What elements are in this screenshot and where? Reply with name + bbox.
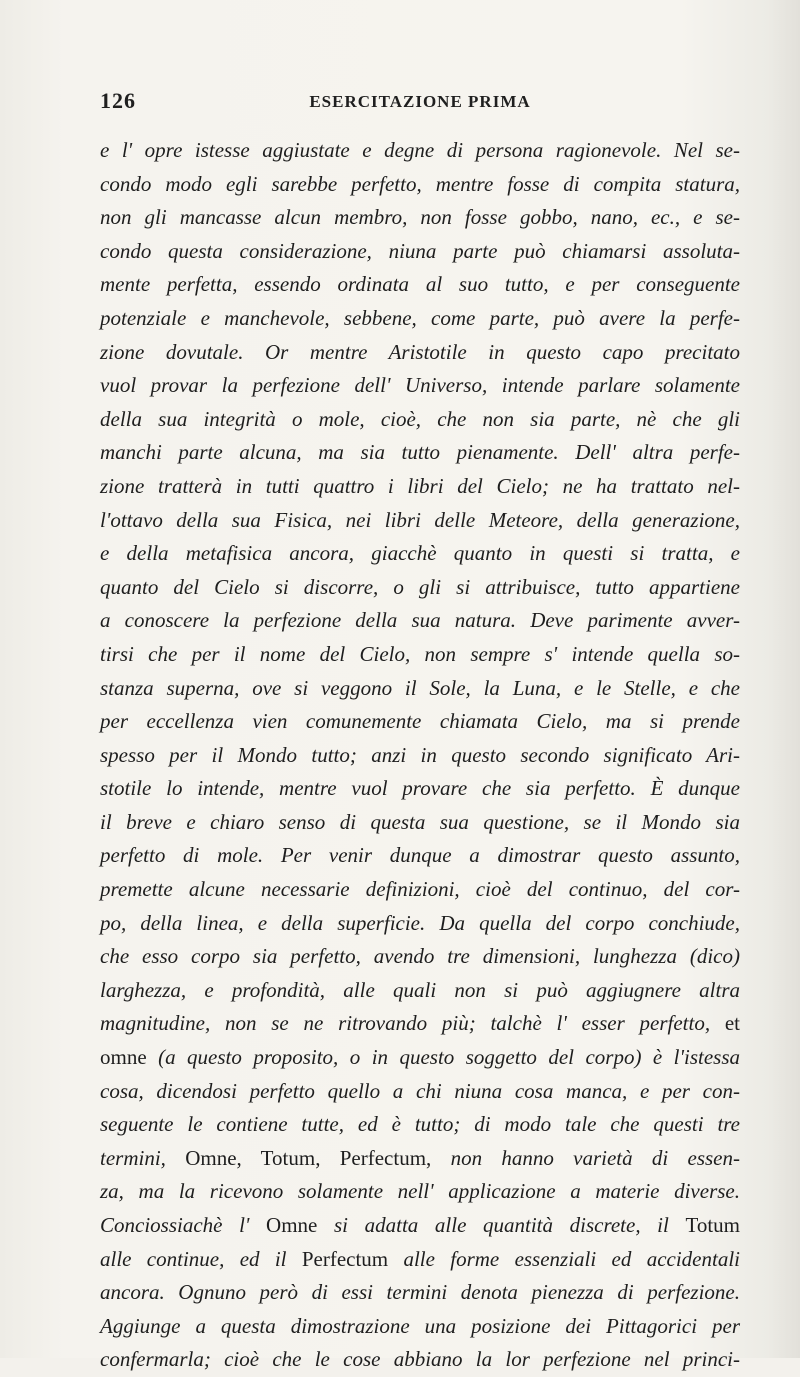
text-line <box>100 839 740 873</box>
text-line <box>100 638 740 672</box>
italic-text: ancora. Ognuno però di essi termini denota pienezza di perfezione. <box>100 1280 740 1305</box>
text-line <box>100 470 740 504</box>
text-line <box>100 504 740 538</box>
italic-text: larghezza, e profondità, alle quali non si può aggiugnere altra <box>100 977 740 1002</box>
text-line <box>100 672 740 706</box>
italic-text: si adatta alle quantità discrete, il <box>317 1213 686 1237</box>
roman-text: Omne, Totum, Perfectum, <box>185 1145 432 1170</box>
text-line <box>100 907 740 941</box>
italic-text: condo questa considerazione, niuna parte può chiamarsi assoluta- <box>100 238 740 263</box>
text-line <box>100 571 740 605</box>
italic-text: tirsi che per il nome del Cielo, non sempre s' intende quella so- <box>100 641 740 666</box>
roman-text: et <box>724 1011 740 1036</box>
italic-text: a conoscere la perfezione della sua natura. Deve parimente avver- <box>100 608 740 633</box>
italic-text: perfetto di mole. Per venir dunque a dimostrar questo assunto, <box>100 843 740 868</box>
italic-text: za, ma la ricevono solamente nell' applicazione a materie diverse. <box>100 1179 740 1204</box>
text-line <box>100 268 740 302</box>
italic-text: che esso corpo sia perfetto, avendo tre dimensioni, lunghezza (dico) <box>100 944 740 969</box>
italic-text: non gli mancasse alcun membro, non fosse gobbo, nano, ec., e se- <box>100 205 740 230</box>
italic-text: quanto del Cielo si discorre, o gli si attribuisce, tutto appartiene <box>100 574 740 599</box>
text-line <box>100 302 740 336</box>
text-line <box>100 369 740 403</box>
italic-text: magnitudine, non se ne ritrovando più; talchè l' esser perfetto, <box>100 1011 725 1036</box>
text-line <box>100 1142 740 1176</box>
italic-text: della sua integrità o mole, cioè, che non sia parte, nè che gli <box>100 406 740 431</box>
italic-text: premette alcune necessarie definizioni, cioè del continuo, del cor- <box>100 877 740 902</box>
italic-text: stanza superna, ove si veggono il Sole, la Luna, e le Stelle, e che <box>100 675 740 700</box>
text-line <box>100 1175 740 1209</box>
italic-text: manchi parte alcuna, ma sia tutto pienamente. Dell' altra perfe- <box>100 440 740 465</box>
text-line <box>100 1343 740 1377</box>
text-line <box>100 806 740 840</box>
text-line <box>100 1108 740 1142</box>
text-line <box>100 604 740 638</box>
text-line <box>100 403 740 437</box>
text-line <box>100 1075 740 1109</box>
text-line <box>100 974 740 1008</box>
italic-text: e della metafisica ancora, giacchè quanto in questi si tratta, e <box>100 541 740 566</box>
italic-text: il breve e chiaro senso di questa sua questione, se il Mondo sia <box>100 809 740 834</box>
text-line <box>100 537 740 571</box>
roman-text: Omne <box>266 1213 318 1237</box>
italic-text: stotile lo intende, mentre vuol provare che sia perfetto. È dunque <box>100 776 740 801</box>
text-line <box>100 168 740 202</box>
italic-text: alle continue, ed il <box>100 1246 302 1271</box>
text-line <box>100 201 740 235</box>
roman-text: omne <box>100 1045 147 1070</box>
italic-text: Aggiunge a questa dimostrazione una posizione dei Pittagorici per <box>100 1313 740 1338</box>
italic-text: condo modo egli sarebbe perfetto, mentre fosse di compita statura, <box>100 171 740 196</box>
italic-text: mente perfetta, essendo ordinata al suo tutto, e per conseguente <box>100 272 740 297</box>
text-line <box>100 436 740 470</box>
text-line <box>100 873 740 907</box>
text-line <box>100 1276 740 1310</box>
text-line <box>100 705 740 739</box>
roman-text: Totum <box>685 1213 740 1237</box>
text-line <box>100 1007 740 1041</box>
italic-text: seguente le contiene tutte, ed è tutto; di modo tale che questi tre <box>100 1112 740 1137</box>
italic-text: e l' opre istesse aggiustate e degne di persona ragionevole. Nel se- <box>100 138 740 162</box>
running-title: ESERCITAZIONE PRIMA <box>309 92 531 111</box>
page-header <box>100 88 740 128</box>
roman-text: Perfectum <box>301 1246 389 1271</box>
text-line <box>100 1243 740 1277</box>
page-number: 126 <box>100 88 136 113</box>
italic-text: l'ottavo della sua Fisica, nei libri delle Meteore, della generazione, <box>100 507 740 532</box>
italic-text: potenziale e manchevole, sebbene, come parte, può avere la perfe- <box>100 305 740 330</box>
italic-text: non hanno varietà di essen- <box>431 1145 740 1170</box>
text-line <box>100 739 740 773</box>
text-line <box>100 134 740 168</box>
italic-text: Conciossiachè l' <box>100 1213 267 1237</box>
text-line <box>100 1310 740 1344</box>
italic-text: spesso per il Mondo tutto; anzi in questo secondo significato Ari- <box>100 742 740 767</box>
italic-text: zione tratterà in tutti quattro i libri del Cielo; ne ha trattato nel- <box>100 473 740 498</box>
italic-text: cosa, dicendosi perfetto quello a chi niuna cosa manca, e per con- <box>100 1078 740 1103</box>
italic-text: termini, <box>100 1145 186 1170</box>
text-line <box>100 772 740 806</box>
text-line <box>100 1041 740 1075</box>
italic-text: (a questo proposito, o in questo soggetto del corpo) è l'istessa <box>146 1045 740 1070</box>
text-line <box>100 235 740 269</box>
italic-text: per eccellenza vien comunemente chiamata Cielo, ma si prende <box>100 709 740 734</box>
italic-text: po, della linea, e della superficie. Da quella del corpo conchiude, <box>100 910 740 935</box>
text-line <box>100 1209 740 1243</box>
italic-text: alle forme essenziali ed accidentali <box>388 1246 740 1271</box>
body-text <box>100 134 740 1377</box>
text-line <box>100 336 740 370</box>
italic-text: confermarla; cioè che le cose abbiano la lor perfezione nel princi- <box>100 1347 740 1372</box>
italic-text: zione dovutale. Or mentre Aristotile in questo capo precitato <box>100 339 740 364</box>
text-line <box>100 940 740 974</box>
italic-text: vuol provar la perfezione dell' Universo, intende parlare solamente <box>100 373 740 398</box>
